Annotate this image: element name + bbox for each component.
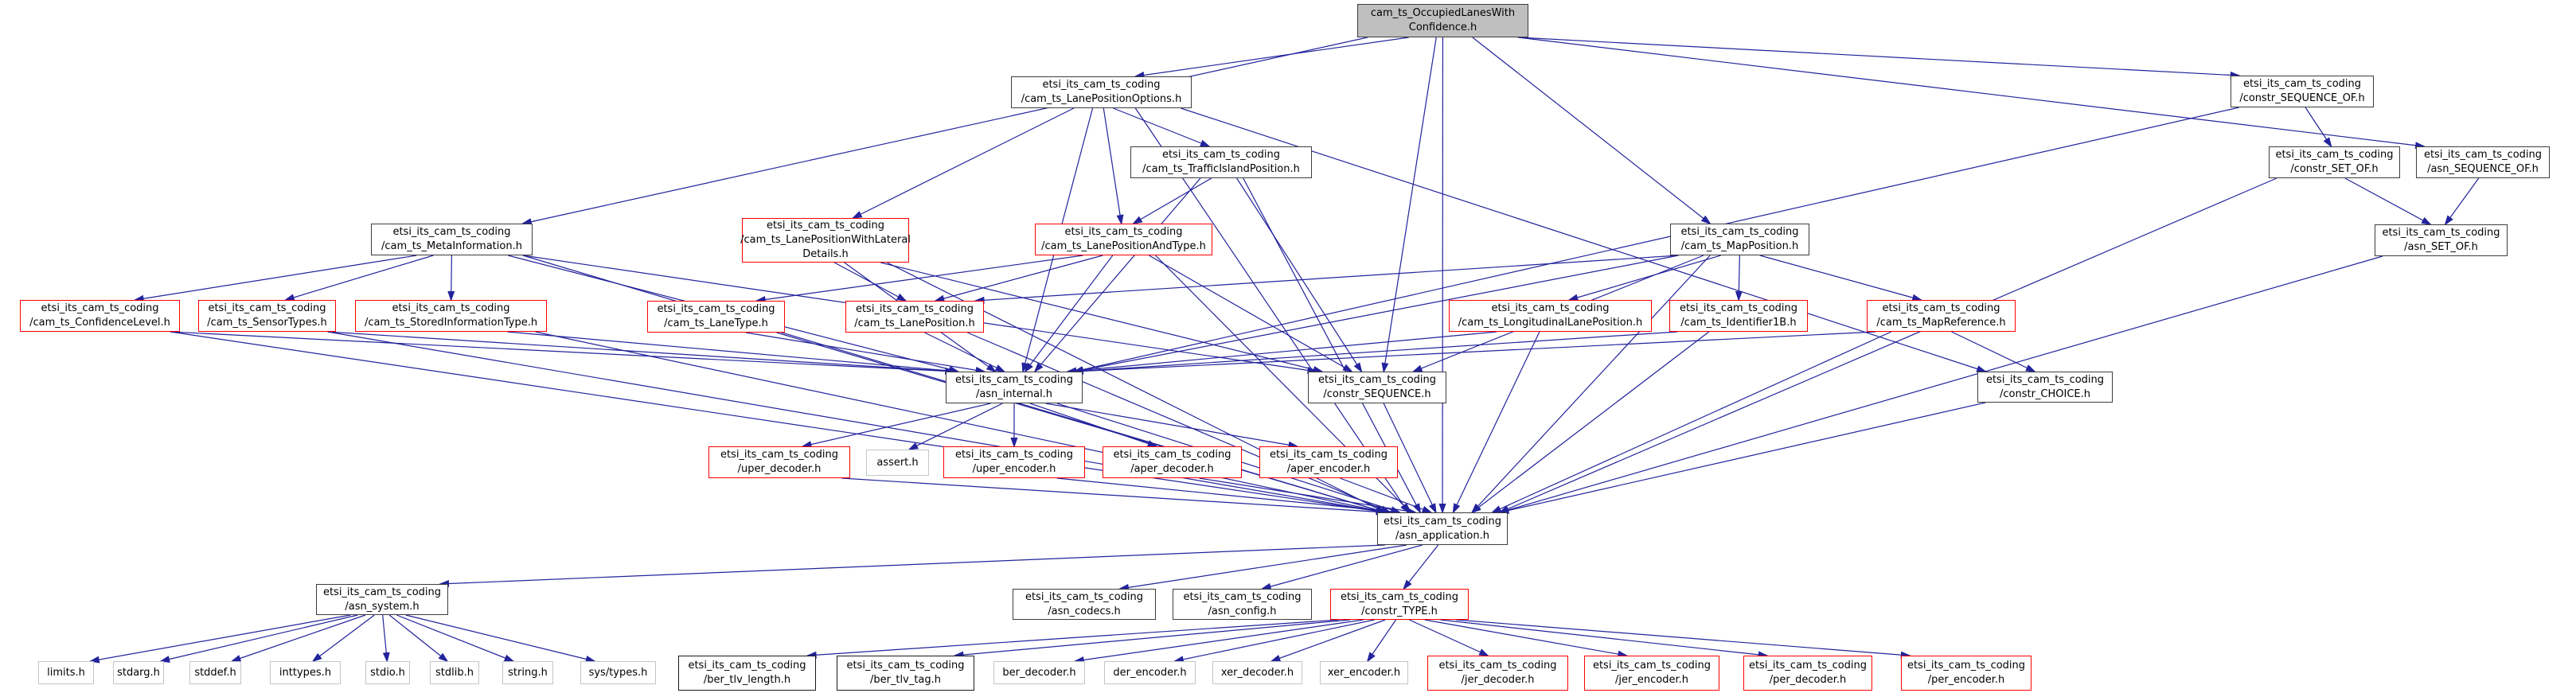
include-edge-metaInformation-to-confidenceLevel <box>135 255 417 300</box>
node-label-line: /cam_ts_Identifier1B.h <box>1680 317 1797 329</box>
include-edge-root-to-constrSequenceOf <box>1518 37 2239 76</box>
node-label-line: etsi_its_cam_ts_coding <box>1113 449 1231 461</box>
node-constrSequenceOf[interactable] <box>2231 76 2374 107</box>
node-constrSetOf[interactable] <box>2269 146 2400 178</box>
node-label-line: /constr_SEQUENCE.h <box>1323 388 1431 400</box>
node-berTlvLength[interactable] <box>678 656 816 691</box>
node-label-line: /cam_ts_StoredInformationType.h <box>364 317 538 329</box>
node-label-line: Confidence.h <box>1408 21 1477 33</box>
node-label-line: stddef.h <box>194 666 236 679</box>
include-edge-lanePositionOptions-to-lanePositionAndType <box>1103 108 1121 224</box>
node-label-line: /cam_ts_MapReference.h <box>1876 317 2006 329</box>
node-label-line: etsi_its_cam_ts_coding <box>2423 149 2543 161</box>
include-edge-asnSystem-to-stdioH <box>383 615 388 661</box>
node-label-line: /cam_ts_ConfidenceLevel.h <box>29 317 170 329</box>
node-label-line: etsi_its_cam_ts_coding <box>657 303 775 315</box>
node-label-line: /asn_internal.h <box>975 388 1053 400</box>
node-label-line: etsi_its_cam_ts_coding <box>1907 660 2026 672</box>
node-label-line: etsi_its_cam_ts_coding <box>1161 149 1281 161</box>
include-edge-asnSystem-to-inttypesH <box>313 615 374 661</box>
node-label-line: string.h <box>508 666 548 679</box>
node-aperDecoder[interactable] <box>1103 446 1242 478</box>
node-label-line: assert.h <box>876 456 919 469</box>
node-jerEncoder[interactable] <box>1584 656 1719 691</box>
node-label-line: limits.h <box>47 666 85 679</box>
node-label-line: /uper_decoder.h <box>737 463 822 475</box>
node-label-line: ber_decoder.h <box>1002 666 1076 679</box>
include-edge-metaInformation-to-storedInformationType <box>451 255 452 300</box>
node-label-line: /aper_decoder.h <box>1130 463 1214 475</box>
include-edge-longitudinalLanePosition-to-asnInternal <box>1067 332 1497 372</box>
node-laneType[interactable] <box>647 301 785 333</box>
include-edge-storedInformationType-to-asnInternal <box>507 332 958 372</box>
node-limitsH <box>38 661 94 684</box>
node-derEncoder <box>1104 661 1196 684</box>
include-edge-constrType-to-jerDecoder <box>1409 620 1488 656</box>
node-berDecoder <box>993 661 1085 684</box>
node-asnSequenceOf[interactable] <box>2416 146 2550 178</box>
node-label-line: etsi_its_cam_ts_coding <box>392 226 511 238</box>
node-label-line: /cam_ts_SensorTypes.h <box>207 317 327 329</box>
node-storedInformationType[interactable] <box>355 300 547 332</box>
include-edge-root-to-lanePositionOptions <box>1135 37 1408 76</box>
include-edge-constrSetOf-to-asnApplication <box>1500 178 2277 512</box>
include-edge-trafficIslandPosition-to-constrSequence <box>1237 178 1362 372</box>
node-trafficIslandPosition[interactable] <box>1130 146 1312 178</box>
node-aperEncoder[interactable] <box>1259 446 1398 478</box>
include-edge-trafficIslandPosition-to-lanePositionAndType <box>1134 178 1212 224</box>
include-edge-asnApplication-to-constrType <box>1403 545 1438 589</box>
node-label-line: der_encoder.h <box>1113 666 1187 679</box>
node-label-line: etsi_its_cam_ts_coding <box>322 586 442 598</box>
node-stringH <box>502 661 553 684</box>
node-stdlibH <box>430 661 479 684</box>
node-label-line: etsi_its_cam_ts_coding <box>1269 449 1388 461</box>
node-stddefH <box>189 661 241 684</box>
node-metaInformation[interactable] <box>371 224 533 255</box>
node-label-line: /per_decoder.h <box>1769 674 1847 686</box>
node-label-line: etsi_its_cam_ts_coding <box>1491 302 1610 314</box>
include-edge-constrType-to-perDecoder <box>1440 620 1766 656</box>
node-label-line: etsi_its_cam_ts_coding <box>720 449 839 461</box>
node-label-line: etsi_its_cam_ts_coding <box>1042 79 1161 91</box>
include-edge-lanePositionOptions-to-trafficIslandPosition <box>1114 108 1209 146</box>
node-stdargH <box>113 661 164 684</box>
node-inttypesH <box>270 661 341 684</box>
node-asnInternal[interactable] <box>946 372 1083 403</box>
node-root <box>1357 4 1528 37</box>
node-confidenceLevel[interactable] <box>20 300 180 332</box>
include-edge-constrChoice-to-asnApplication <box>1500 403 1985 512</box>
node-label-line: etsi_its_cam_ts_coding <box>1679 302 1798 314</box>
include-edge-asnSystem-to-stdlibH <box>389 615 447 661</box>
node-label-line: etsi_its_cam_ts_coding <box>1985 373 2105 386</box>
node-label-line: etsi_its_cam_ts_coding <box>1183 590 1302 603</box>
node-mapReference[interactable] <box>1867 300 2016 332</box>
include-edge-asnApplication-to-asnCodecs <box>1120 545 1407 589</box>
include-edge-mapPosition-to-lanePosition <box>976 255 1679 301</box>
node-label-line: etsi_its_cam_ts_coding <box>2382 227 2500 239</box>
node-berTlvTag[interactable] <box>837 656 974 691</box>
node-label-line: etsi_its_cam_ts_coding <box>2275 149 2394 161</box>
node-asnApplication[interactable] <box>1377 512 1508 545</box>
node-label-line: Details.h <box>802 248 849 260</box>
node-label-line: /constr_SEQUENCE_OF.h <box>2239 92 2365 104</box>
node-label-line: etsi_its_cam_ts_coding <box>208 302 326 314</box>
include-edge-constrType-to-xerEncoder <box>1368 620 1396 661</box>
node-label-line: /cam_ts_MetaInformation.h <box>381 240 522 252</box>
node-lanePositionWithLateralDetails[interactable] <box>742 218 909 263</box>
node-label-line: etsi_its_cam_ts_coding <box>1592 660 1711 672</box>
node-asnSystem[interactable] <box>316 584 448 615</box>
include-edge-asnSetOf-to-asnApplication <box>1500 256 2383 512</box>
node-constrSequence[interactable] <box>1308 372 1446 403</box>
node-label-line: stdio.h <box>370 666 405 679</box>
include-edge-asnSequenceOf-to-asnSetOf <box>2445 178 2479 224</box>
node-label-line: etsi_its_cam_ts_coding <box>954 449 1074 461</box>
include-edge-asnInternal-to-assertH <box>909 403 1002 450</box>
node-xerEncoder <box>1320 661 1408 684</box>
node-perDecoder[interactable] <box>1743 656 1872 691</box>
node-label-line: xer_encoder.h <box>1327 666 1401 679</box>
node-xerDecoder <box>1212 661 1302 684</box>
include-edge-asnInternal-to-aperDecoder <box>1030 403 1157 446</box>
node-label-line: etsi_its_cam_ts_coding <box>1064 226 1183 238</box>
node-label-line: /jer_encoder.h <box>1615 674 1688 686</box>
node-label-line: /asn_system.h <box>345 600 420 613</box>
node-label-line: etsi_its_cam_ts_coding <box>1317 374 1437 386</box>
node-asnConfig[interactable] <box>1173 589 1312 620</box>
node-label-line: etsi_its_cam_ts_coding <box>41 302 159 314</box>
node-perEncoder[interactable] <box>1901 656 2032 691</box>
include-edge-lanePositionOptions-to-lanePositionWithLateralDetails <box>853 108 1074 218</box>
include-edge-mapPosition-to-mapReference <box>1760 255 1921 300</box>
include-edge-mapReference-to-asnApplication <box>1493 332 1891 512</box>
include-edge-longitudinalLanePosition-to-asnApplication <box>1454 332 1540 512</box>
node-label-line: etsi_its_cam_ts_coding <box>1340 590 1459 603</box>
node-label-line: /constr_SET_OF.h <box>2290 163 2379 175</box>
include-edge-metaInformation-to-sensorTypes <box>286 255 434 300</box>
node-stdioH <box>365 661 410 684</box>
node-label-line: etsi_its_cam_ts_coding <box>1680 226 1799 238</box>
include-edge-root-to-metaInformation <box>523 37 1368 224</box>
node-label-line: /cam_ts_MapPosition.h <box>1680 240 1799 252</box>
node-constrType[interactable] <box>1330 589 1469 620</box>
node-label-line: /cam_ts_LanePosition.h <box>854 317 975 329</box>
node-asnCodecs[interactable] <box>1013 589 1156 620</box>
node-label-line: etsi_its_cam_ts_coding <box>1025 590 1144 603</box>
node-label-line: inttypes.h <box>279 666 332 679</box>
node-label-line: /per_encoder.h <box>1927 674 2005 686</box>
include-edge-mapReference-to-constrChoice <box>1952 332 2035 372</box>
include-edge-asnSystem-to-limitsH <box>91 615 351 661</box>
node-label-line: xer_decoder.h <box>1220 666 1294 679</box>
node-label-line: /asn_SET_OF.h <box>2404 241 2478 253</box>
node-constrChoice[interactable] <box>1977 372 2113 403</box>
node-label-line: etsi_its_cam_ts_coding <box>1383 515 1502 528</box>
node-label-line: sys/types.h <box>588 666 648 679</box>
include-edge-asnSystem-to-stringH <box>396 615 513 661</box>
node-longitudinalLanePosition[interactable] <box>1449 300 1652 332</box>
node-label-line: /cam_ts_LanePositionAndType.h <box>1041 240 1206 252</box>
node-asnSetOf[interactable] <box>2375 224 2508 256</box>
node-label-line: /constr_TYPE.h <box>1361 605 1438 617</box>
node-sysTypesH <box>580 661 656 684</box>
node-label-line: /constr_CHOICE.h <box>1999 387 2091 400</box>
node-label-line: /cam_ts_LanePositionWithLateral <box>740 234 911 246</box>
node-label-line: etsi_its_cam_ts_coding <box>1882 302 2000 314</box>
node-label-line: /uper_encoder.h <box>972 463 1056 475</box>
node-label-line: stdlib.h <box>435 666 474 679</box>
include-edge-identifier1B-to-asnInternal <box>1075 332 1678 372</box>
node-label-line: etsi_its_cam_ts_coding <box>392 302 510 314</box>
include-edge-root-to-constrSequence <box>1384 37 1436 372</box>
node-label-line: etsi_its_cam_ts_coding <box>1748 660 1868 672</box>
node-label-line: /cam_ts_LongitudinalLanePosition.h <box>1458 317 1643 329</box>
node-label-line: /asn_SEQUENCE_OF.h <box>2427 163 2539 175</box>
include-edge-constrType-to-berTlvLength <box>808 620 1339 656</box>
include-edge-constrSetOf-to-asnSetOf <box>2345 178 2430 224</box>
include-edge-lanePosition-to-asnApplication <box>967 333 1389 512</box>
include-edge-mapReference-to-asnInternal <box>1075 332 1876 372</box>
node-label-line: etsi_its_cam_ts_coding <box>855 303 974 315</box>
include-edge-asnSystem-to-stddefH <box>232 615 365 661</box>
include-edge-asnSystem-to-sysTypesH <box>406 615 595 661</box>
node-label-line: etsi_its_cam_ts_coding <box>846 660 965 672</box>
node-label-line: etsi_its_cam_ts_coding <box>688 660 806 672</box>
node-mapPosition[interactable] <box>1670 224 1809 255</box>
node-uperEncoder[interactable] <box>943 446 1085 478</box>
node-label-line: etsi_its_cam_ts_coding <box>766 220 885 232</box>
include-edge-constrType-to-xerDecoder <box>1271 620 1385 661</box>
node-label-line: /aper_encoder.h <box>1286 463 1371 475</box>
node-label-line: /ber_tlv_length.h <box>703 674 791 686</box>
include-edge-constrType-to-derEncoder <box>1175 620 1375 661</box>
include-edge-identifier1B-to-asnApplication <box>1472 332 1709 512</box>
node-label-line: etsi_its_cam_ts_coding <box>1438 660 1557 672</box>
node-identifier1B[interactable] <box>1669 300 1808 332</box>
node-label-line: /cam_ts_LaneType.h <box>664 317 768 329</box>
include-edge-asnApplication-to-asnConfig <box>1263 545 1423 589</box>
node-lanePositionOptions[interactable] <box>1011 76 1192 108</box>
include-edge-asnApplication-to-asnSystem <box>440 545 1385 584</box>
include-edge-asnSystem-to-stdargH <box>161 615 357 661</box>
node-sensorTypes[interactable] <box>198 300 336 332</box>
node-lanePosition[interactable] <box>845 301 984 333</box>
node-label-line: /jer_decoder.h <box>1461 674 1535 686</box>
node-label-line: /cam_ts_LanePositionOptions.h <box>1021 93 1182 105</box>
node-label-line: /asn_application.h <box>1395 529 1489 542</box>
node-assertH <box>866 450 929 476</box>
node-lanePositionAndType[interactable] <box>1035 224 1212 255</box>
node-label-line: /asn_codecs.h <box>1048 605 1121 617</box>
node-label-line: etsi_its_cam_ts_coding <box>2242 78 2362 90</box>
node-label-line: /ber_tlv_tag.h <box>869 674 942 686</box>
node-label-line: /asn_config.h <box>1208 605 1277 617</box>
node-label-line: /cam_ts_TrafficIslandPosition.h <box>1142 163 1300 175</box>
include-edge-root-to-mapPosition <box>1473 37 1710 224</box>
node-label-line: etsi_its_cam_ts_coding <box>954 374 1074 386</box>
include-edge-constrSequenceOf-to-constrSetOf <box>2305 107 2331 146</box>
node-label-line: stdarg.h <box>117 666 160 679</box>
node-label-line: cam_ts_OccupiedLanesWith <box>1370 7 1516 19</box>
node-jerDecoder[interactable] <box>1427 656 1568 691</box>
node-uperDecoder[interactable] <box>708 446 850 478</box>
